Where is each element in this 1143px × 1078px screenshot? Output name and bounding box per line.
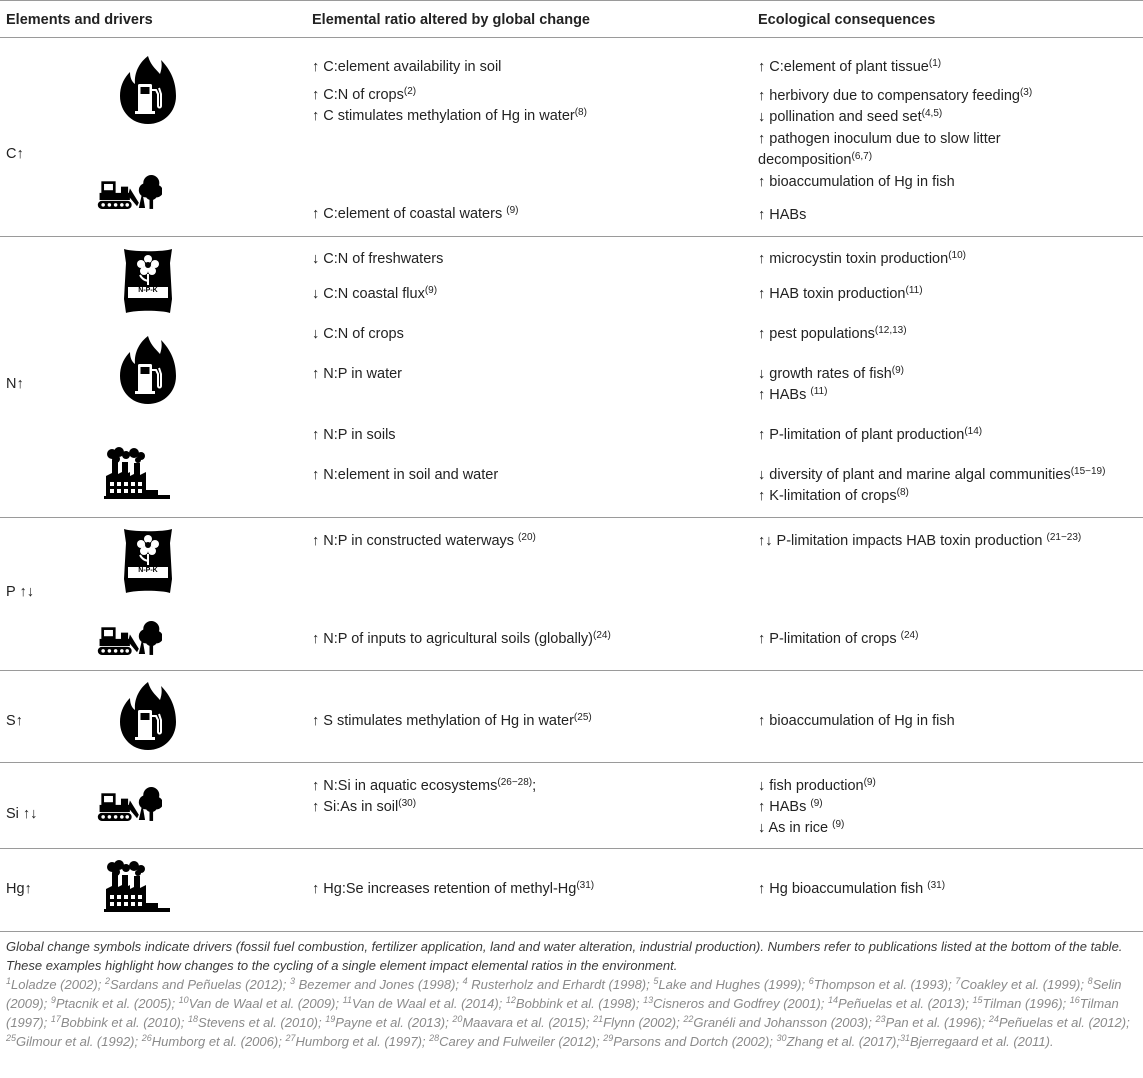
reference-number: 3 [289,976,295,986]
header-elements-drivers: Elements and drivers [6,12,153,28]
table-bottom-rule [0,931,1143,932]
consequence-s-1: ↑ bioaccumulation of Hg in fish [758,713,955,729]
fertilizer-bag-icon [118,244,178,318]
reference-number: 18 [188,1014,199,1024]
row-divider-si [0,848,1143,849]
reference-citation: Gilmour et al. (1992); [16,1034,142,1049]
reference-citation: Rusterholz and Erhardt (1998); [467,977,654,992]
reference-number: 10 [178,995,189,1005]
reference-citation: Van de Waal et al. (2009); [188,996,343,1011]
reference-number: 1 [6,976,12,986]
ratio-n-1: ↓ C:N of freshwaters [312,251,444,267]
ratio-c-3: ↑ C stimulates methylation of Hg in water$^{(8)}$ [312,107,587,124]
reference-number: 19 [325,1014,336,1024]
ratio-n-5: ↑ N:P in soils [312,427,396,443]
reference-number: 28 [429,1033,440,1043]
ratio-hg-1: ↑ Hg:Se increases retention of methyl-Hg$^{(31)}$ [312,880,595,897]
element-label-hg: Hg↑ [6,881,32,897]
reference-citation: Parsons and Dortch (2002); [613,1034,777,1049]
reference-citation: Sardans and Peñuelas (2012); [109,977,290,992]
element-label-s: S↑ [6,713,23,729]
fossil-fuel-combustion-icon [118,680,178,752]
reference-citation: Bjerregaard et al. (2011). [910,1034,1054,1049]
consequence-si-1: ↓ fish production$^{(9)}$ [758,777,876,794]
reference-citation: Tilman (1997); [6,996,1119,1030]
header-elemental-ratio: Elemental ratio altered by global change [312,12,590,28]
reference-number: 4 [462,976,468,986]
consequence-n-1: ↑ microcystin toxin production$^{(10)}$ [758,250,966,267]
reference-number: 15 [972,995,983,1005]
reference-citation: Stevens et al. (2010); [198,1015,326,1030]
reference-citation: Payne et al. (2013); [335,1015,453,1030]
reference-citation: Granéli and Johansson (2003); [693,1015,876,1030]
reference-number: 29 [603,1033,614,1043]
consequence-n-5: ↑ HABs $^{(11)}$ [758,386,828,403]
element-label-si: Si ↑↓ [6,806,38,822]
ratio-c-4: ↑ C:element of coastal waters $^{(9)}$ [312,205,519,222]
fertilizer-bag-icon [118,524,178,598]
reference-number: 5 [653,976,659,986]
consequence-hg-1: ↑ Hg bioaccumulation fish $^{(31)}$ [758,880,946,897]
consequence-n-6: ↑ P-limitation of plant production$^{(14)}$ [758,426,983,443]
reference-citation: Loladze (2002); [11,977,105,992]
reference-number: 8 [1087,976,1093,986]
header-ecological-consequences: Ecological consequences [758,12,936,28]
reference-number: 2 [104,976,110,986]
reference-number: 9 [50,995,56,1005]
consequence-n-3: ↑ pest populations$^{(12,13)}$ [758,325,907,342]
reference-number: 22 [683,1014,694,1024]
references-list [6,975,1138,1051]
reference-number: 14 [828,995,839,1005]
row-divider-s [0,762,1143,763]
reference-number: 13 [643,995,654,1005]
fossil-fuel-combustion-icon [118,54,178,126]
table-footnote: Global change symbols indicate drivers (fossil fuel combustion, fertilizer application, land and water alteration, industrial production). Numbers refer to publications listed at the bottom of the table. These examples highlight how changes to the cycling of a single element impact elemental ratios in the environment. [6,939,1123,973]
reference-number: 7 [955,976,961,986]
ratio-n-4: ↑ N:P in water [312,366,402,382]
reference-number: 25 [6,1033,17,1043]
reference-citation: Thompson et al. (1993); [813,977,956,992]
land-alteration-icon [96,784,162,824]
consequence-c-1: ↑ C:element of plant tissue$^{(1)}$ [758,58,942,75]
reference-citation: Maavara et al. (2015); [462,1015,594,1030]
consequence-p-1: ↑↓ P-limitation impacts HAB toxin production $^{(21-23)}$ [758,532,1082,549]
consequence-si-2: ↑ HABs $^{(9)}$ [758,798,823,815]
fossil-fuel-combustion-icon [118,334,178,406]
reference-citation: Lake and Hughes (1999); [658,977,809,992]
consequence-c-4: ↑ pathogen inoculum due to slow litter [758,131,1001,147]
fertilizer-bag-label: N-P-K [138,287,158,294]
table-top-rule [0,0,1143,1]
ratio-n-3: ↓ C:N of crops [312,326,404,342]
reference-number: 23 [875,1014,886,1024]
reference-number: 21 [593,1014,604,1024]
ratio-si-2: ↑ Si:As in soil$^{(30)}$ [312,798,417,815]
reference-number: 30 [776,1033,787,1043]
consequence-c-3: ↓ pollination and seed set$^{(4,5)}$ [758,108,943,125]
land-alteration-icon [96,618,162,658]
reference-number: 20 [452,1014,463,1024]
reference-citation: Bezemer and Jones (1998); [294,977,463,992]
header-rule [0,37,1143,38]
reference-citation: Selin (2009); [6,977,1122,1011]
element-label-c: C↑ [6,146,24,162]
reference-citation: Humborg et al. (2006); [151,1034,286,1049]
consequence-c-7: ↑ HABs [758,207,807,223]
reference-number: 12 [505,995,516,1005]
reference-citation: Peñuelas et al. (2013); [838,996,973,1011]
consequence-si-3: ↓ As in rice $^{(9)}$ [758,819,845,836]
consequence-n-4: ↓ growth rates of fish$^{(9)}$ [758,365,905,382]
reference-citation: Van de Waal et al. (2014); [351,996,506,1011]
land-alteration-icon [96,172,162,212]
reference-citation: Coakley et al. (1999); [960,977,1088,992]
reference-citation: Ptacnik et al. (2005); [55,996,179,1011]
consequence-p-2: ↑ P-limitation of crops $^{(24)}$ [758,630,919,647]
reference-citation: Carey and Fulweiler (2012); [439,1034,604,1049]
reference-number: 27 [285,1033,296,1043]
ratio-p-1: ↑ N:P in constructed waterways $^{(20)}$ [312,532,536,549]
consequence-c-6: ↑ bioaccumulation of Hg in fish [758,174,955,190]
reference-citation: Cisneros and Godfrey (2001); [653,996,829,1011]
reference-number: 17 [50,1014,61,1024]
ratio-n-2: ↓ C:N coastal flux$^{(9)}$ [312,285,438,302]
ratio-c-1: ↑ C:element availability in soil [312,59,502,75]
industrial-production-icon [100,858,172,916]
consequence-n-2: ↑ HAB toxin production$^{(11)}$ [758,285,923,302]
reference-number: 6 [808,976,814,986]
consequence-c-5: decomposition$^{(6,7)}$ [758,151,873,168]
row-divider-p [0,670,1143,671]
row-divider-n [0,517,1143,518]
reference-citation: Flynn (2002); [603,1015,684,1030]
ratio-c-2: ↑ C:N of crops$^{(2)}$ [312,86,417,103]
reference-number: 26 [141,1033,152,1043]
reference-citation: Tilman (1996); [982,996,1070,1011]
fertilizer-bag-label: N-P-K [138,567,158,574]
ratio-s-1: ↑ S stimulates methylation of Hg in water$^{(25)}$ [312,712,592,729]
reference-number: 24 [988,1014,999,1024]
row-divider-c [0,236,1143,237]
reference-citation: Zhang et al. (2017); [786,1034,900,1049]
reference-citation: Bobbink et al. (2010); [60,1015,189,1030]
element-label-n: N↑ [6,376,24,392]
industrial-production-icon [100,446,172,502]
reference-citation: Peñuelas et al. (2012); [998,1015,1130,1030]
ratio-n-6: ↑ N:element in soil and water [312,467,499,483]
element-label-p: P ↑↓ [6,584,34,600]
ratio-si-1: ↑ N:Si in aquatic ecosystems$^{(26-28)}$; [312,777,537,794]
reference-number: 31 [900,1033,911,1043]
reference-citation: Bobbink et al. (1998); [515,996,644,1011]
reference-citation: Humborg et al. (1997); [295,1034,430,1049]
ratio-p-2: ↑ N:P of inputs to agricultural soils (globally)$^{(24)}$ [312,630,611,647]
consequence-n-8: ↑ K-limitation of crops$^{(8)}$ [758,487,909,504]
consequence-n-7: ↓ diversity of plant and marine algal communities$^{(15-19)}$ [758,466,1106,483]
reference-number: 11 [342,995,352,1005]
reference-number: 16 [1069,995,1080,1005]
consequence-c-2: ↑ herbivory due to compensatory feeding$^{(3)}$ [758,87,1033,104]
reference-citation: Pan et al. (1996); [885,1015,989,1030]
